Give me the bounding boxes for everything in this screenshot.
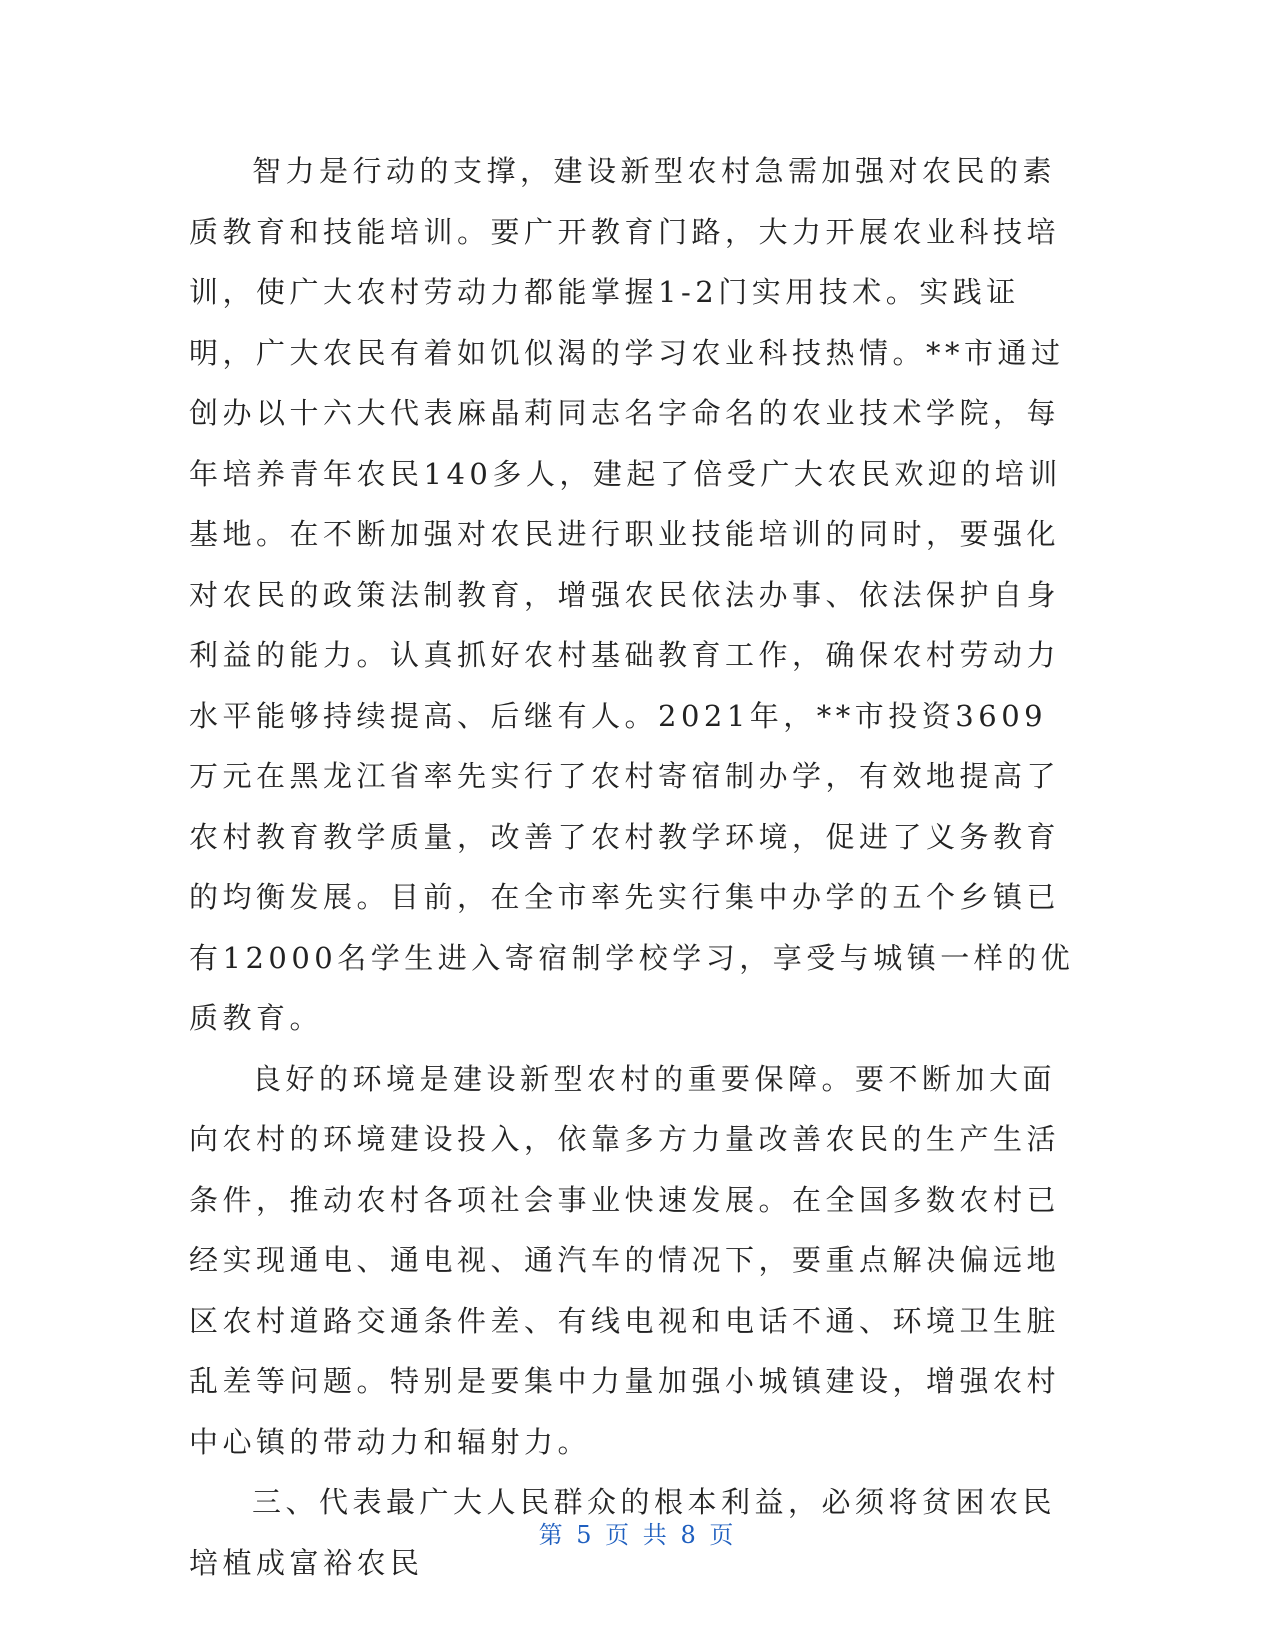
footer-total-pages: 8 (680, 1521, 699, 1549)
footer-prefix: 第 (538, 1521, 566, 1549)
page-number-footer (0, 1515, 1275, 1550)
footer-middle: 页 共 (605, 1521, 670, 1549)
footer-suffix: 页 (709, 1521, 737, 1549)
paragraph-environment: 良好的环境是建设新型农村的重要保障。要不断加大面向农村的环境建设投入，依靠多方力量改善农民的生产生活条件，推动农村各项社会事业快速发展。在全国多数农村已经实现通电、通电视、通汽车的情况下，要重点解决偏远地区农村道路交通条件差、有线电视和电话不通、环境卫生脏乱差等问题。特别是要集中力量加强小城镇建设，增强农村中心镇的带动力和辐射力。 (189, 1061, 1061, 1459)
section-heading-three: 三、代表最广大人民群众的根本利益，必须将贫困农民培植成富裕农民 (189, 1485, 1057, 1580)
paragraph-education: 智力是行动的支撑，建设新型农村急需加强对农民的素质教育和技能培训。要广开教育门路，大力开展农业科技培训，使广大农村劳动力都能掌握1-2门实用技术。实践证明，广大农民有着如饥似渴的学习农业科技热情。**市通过创办以十六大代表麻晶莉同志名字命名的农业技术学院，每年培养青年农民140多人，建起了倍受广大农民欢迎的培训基地。在不断加强对农民进行职业技能培训的同时，要强化对农民的政策法制教育，增强农民依法办事、依法保护自身利益的能力。认真抓好农村基础教育工作，确保农村劳动力水平能够持续提高、后继有人。2021年，**市投资3609万元在黑龙江省率先实行了农村寄宿制办学，有效地提高了农村教育教学质量，改善了农村教学环境，促进了义务教育的均衡发展。目前，在全市率先实行集中办学的五个乡镇已有12000名学生进入寄宿制学校学习，享受与城镇一样的优质教育。 (189, 154, 1075, 1035)
document-body (189, 141, 1079, 1593)
footer-current-page: 5 (576, 1521, 595, 1549)
